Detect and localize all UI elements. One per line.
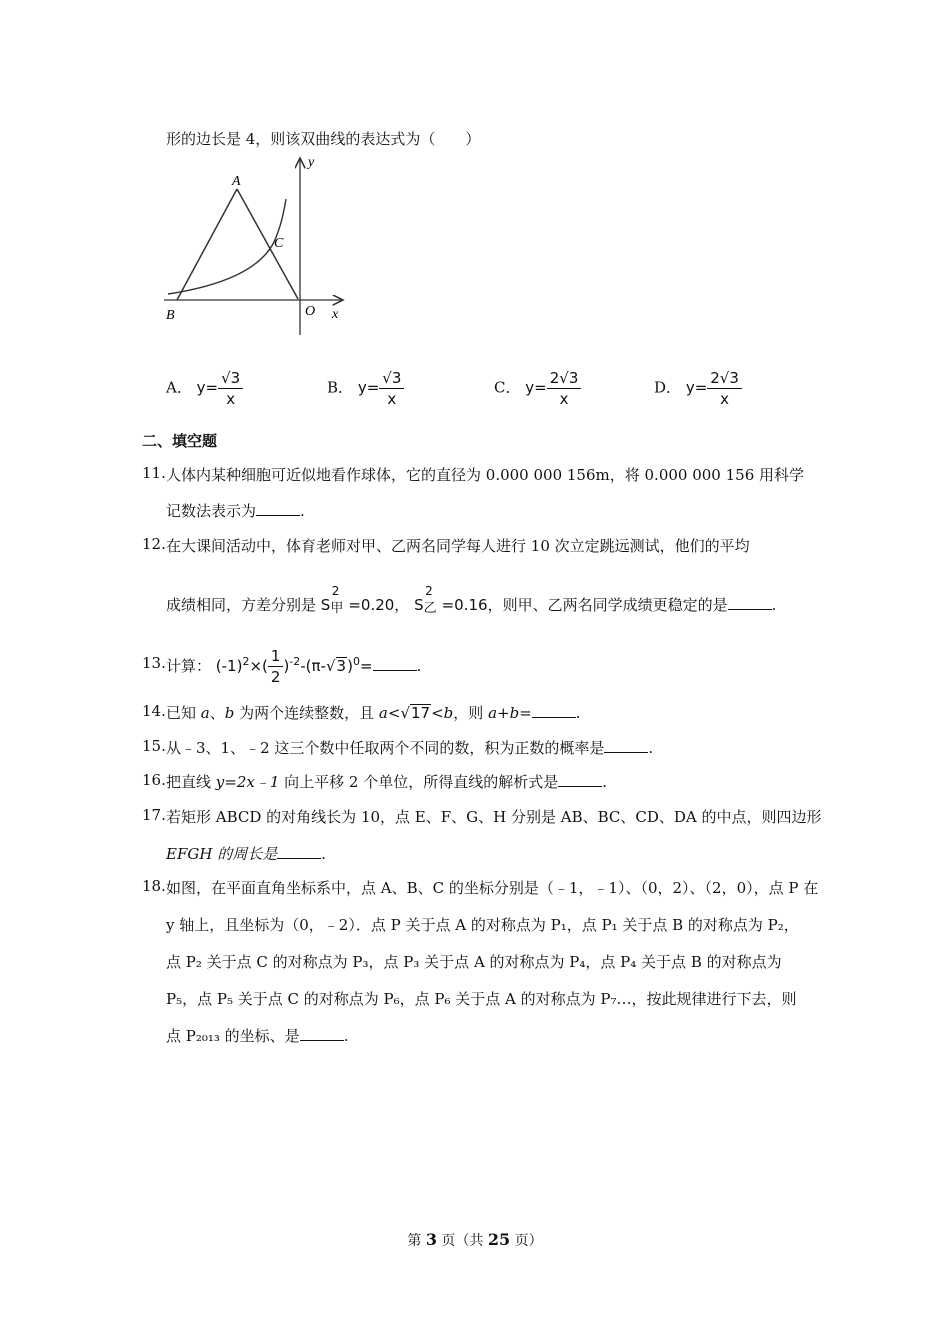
option-a-fraction: $\frac{√3}{x}$ bbox=[218, 368, 243, 409]
q17-line2: EFGH 的周长是 . bbox=[166, 845, 326, 863]
label-y: y bbox=[308, 155, 315, 170]
label-c: C bbox=[274, 236, 284, 251]
side-ab bbox=[177, 189, 237, 300]
page-footer: 第 3 页（共 25 页） bbox=[407, 1230, 543, 1249]
q15-line: 从﹣3、1、﹣2 这三个数中任取两个不同的数，积为正数的概率是 . bbox=[166, 739, 654, 757]
option-b[interactable]: B． y= $\frac{√3}{x}$ bbox=[327, 368, 404, 409]
option-c[interactable]: C． y= $\frac{2√3}{x}$ bbox=[494, 368, 581, 409]
answer-blank[interactable] bbox=[256, 501, 300, 516]
q18-line2: y 轴上，且坐标为（0，﹣2）．点 P 关于点 A 的对称点为 P₁，点 P₁ 关于点 B 的对称点为 P₂， bbox=[166, 916, 799, 934]
q12-line1: 在大课间活动中，体育老师对甲、乙两名同学每人进行 10 次立定跳远测试，他们的平均 bbox=[166, 537, 750, 555]
label-a: A bbox=[232, 174, 241, 189]
answer-blank[interactable] bbox=[300, 1026, 344, 1041]
option-b-fraction: $\frac{√3}{x}$ bbox=[379, 368, 404, 409]
page-number: 3 bbox=[425, 1230, 437, 1249]
option-d[interactable]: D． y= $\frac{2√3}{x}$ bbox=[654, 368, 742, 409]
variance-jia: S 2 甲 =0.20， bbox=[320, 584, 410, 616]
option-a[interactable]: A． y= $\frac{√3}{x}$ bbox=[166, 368, 243, 409]
q11-line2: 记数法表示为 . bbox=[166, 502, 305, 520]
option-d-fraction: $\frac{2√3}{x}$ bbox=[707, 368, 742, 409]
q14-number: 14. bbox=[142, 702, 166, 720]
answer-blank[interactable] bbox=[277, 844, 321, 859]
q13-expression: 计算： $(-1)^2\times$( $\frac{1}{2}$ )$^{-2}-(\pi-√3)^0=$ . bbox=[166, 647, 422, 686]
q10-tail-text: 形的边长是 4，则该双曲线的表达式为（ ） bbox=[166, 130, 481, 148]
page-total: 25 bbox=[487, 1230, 511, 1249]
q18-number: 18. bbox=[142, 877, 166, 895]
label-x: x bbox=[332, 307, 339, 322]
label-b: B bbox=[166, 308, 175, 323]
q14-line: 已知 a、b 为两个连续整数，且 a<√17<b，则 a+b= . bbox=[166, 704, 581, 722]
q15-number: 15. bbox=[142, 737, 166, 755]
answer-blank[interactable] bbox=[604, 738, 648, 753]
q11-line1: 人体内某种细胞可近似地看作球体，它的直径为 0.000 000 156m，将 0.000 000 156 用科学 bbox=[166, 466, 805, 484]
side-ac bbox=[237, 189, 298, 299]
answer-blank[interactable] bbox=[532, 703, 576, 718]
q18-line1: 如图，在平面直角坐标系中，点 A、B、C 的坐标分别是（﹣1，﹣1）、（0，2）、（2，0），点 P 在 bbox=[166, 879, 819, 897]
q12-number: 12. bbox=[142, 535, 166, 553]
q13-number: 13. bbox=[142, 654, 166, 672]
answer-blank[interactable] bbox=[558, 772, 602, 787]
q16-line: 把直线 y=2x﹣1 向上平移 2 个单位，所得直线的解析式是 . bbox=[166, 773, 608, 791]
q17-number: 17. bbox=[142, 806, 166, 824]
q11-number: 11. bbox=[142, 464, 166, 482]
label-o: O bbox=[305, 304, 316, 319]
variance-yi: S 2 乙 =0.16， bbox=[414, 584, 503, 616]
q16-number: 16. bbox=[142, 771, 166, 789]
answer-blank[interactable] bbox=[728, 595, 772, 610]
option-c-fraction: $\frac{2√3}{x}$ bbox=[547, 368, 582, 409]
q12-line2: 成绩相同，方差分别是 S 2 甲 =0.20， S 2 乙 =0.16，则甲、乙两名同学成绩更稳定的是 . bbox=[166, 584, 777, 616]
hyperbola-figure bbox=[160, 152, 360, 342]
q18-line4: P₅，点 P₅ 关于点 C 的对称点为 P₆，点 P₆ 关于点 A 的对称点为 P₇…，按此规律进行下去，则 bbox=[166, 990, 797, 1008]
answer-blank[interactable] bbox=[373, 656, 417, 671]
q18-line3: 点 P₂ 关于点 C 的对称点为 P₃，点 P₃ 关于点 A 的对称点为 P₄，点 P₄ 关于点 B 的对称点为 bbox=[166, 953, 782, 971]
section-title: 二、填空题 bbox=[142, 432, 218, 450]
q18-line5: 点 P₂₀₁₃ 的坐标、是 . bbox=[166, 1027, 349, 1045]
q17-line1: 若矩形 ABCD 的对角线长为 10，点 E、F、G、H 分别是 AB、BC、CD、DA 的中点，则四边形 bbox=[166, 808, 822, 826]
